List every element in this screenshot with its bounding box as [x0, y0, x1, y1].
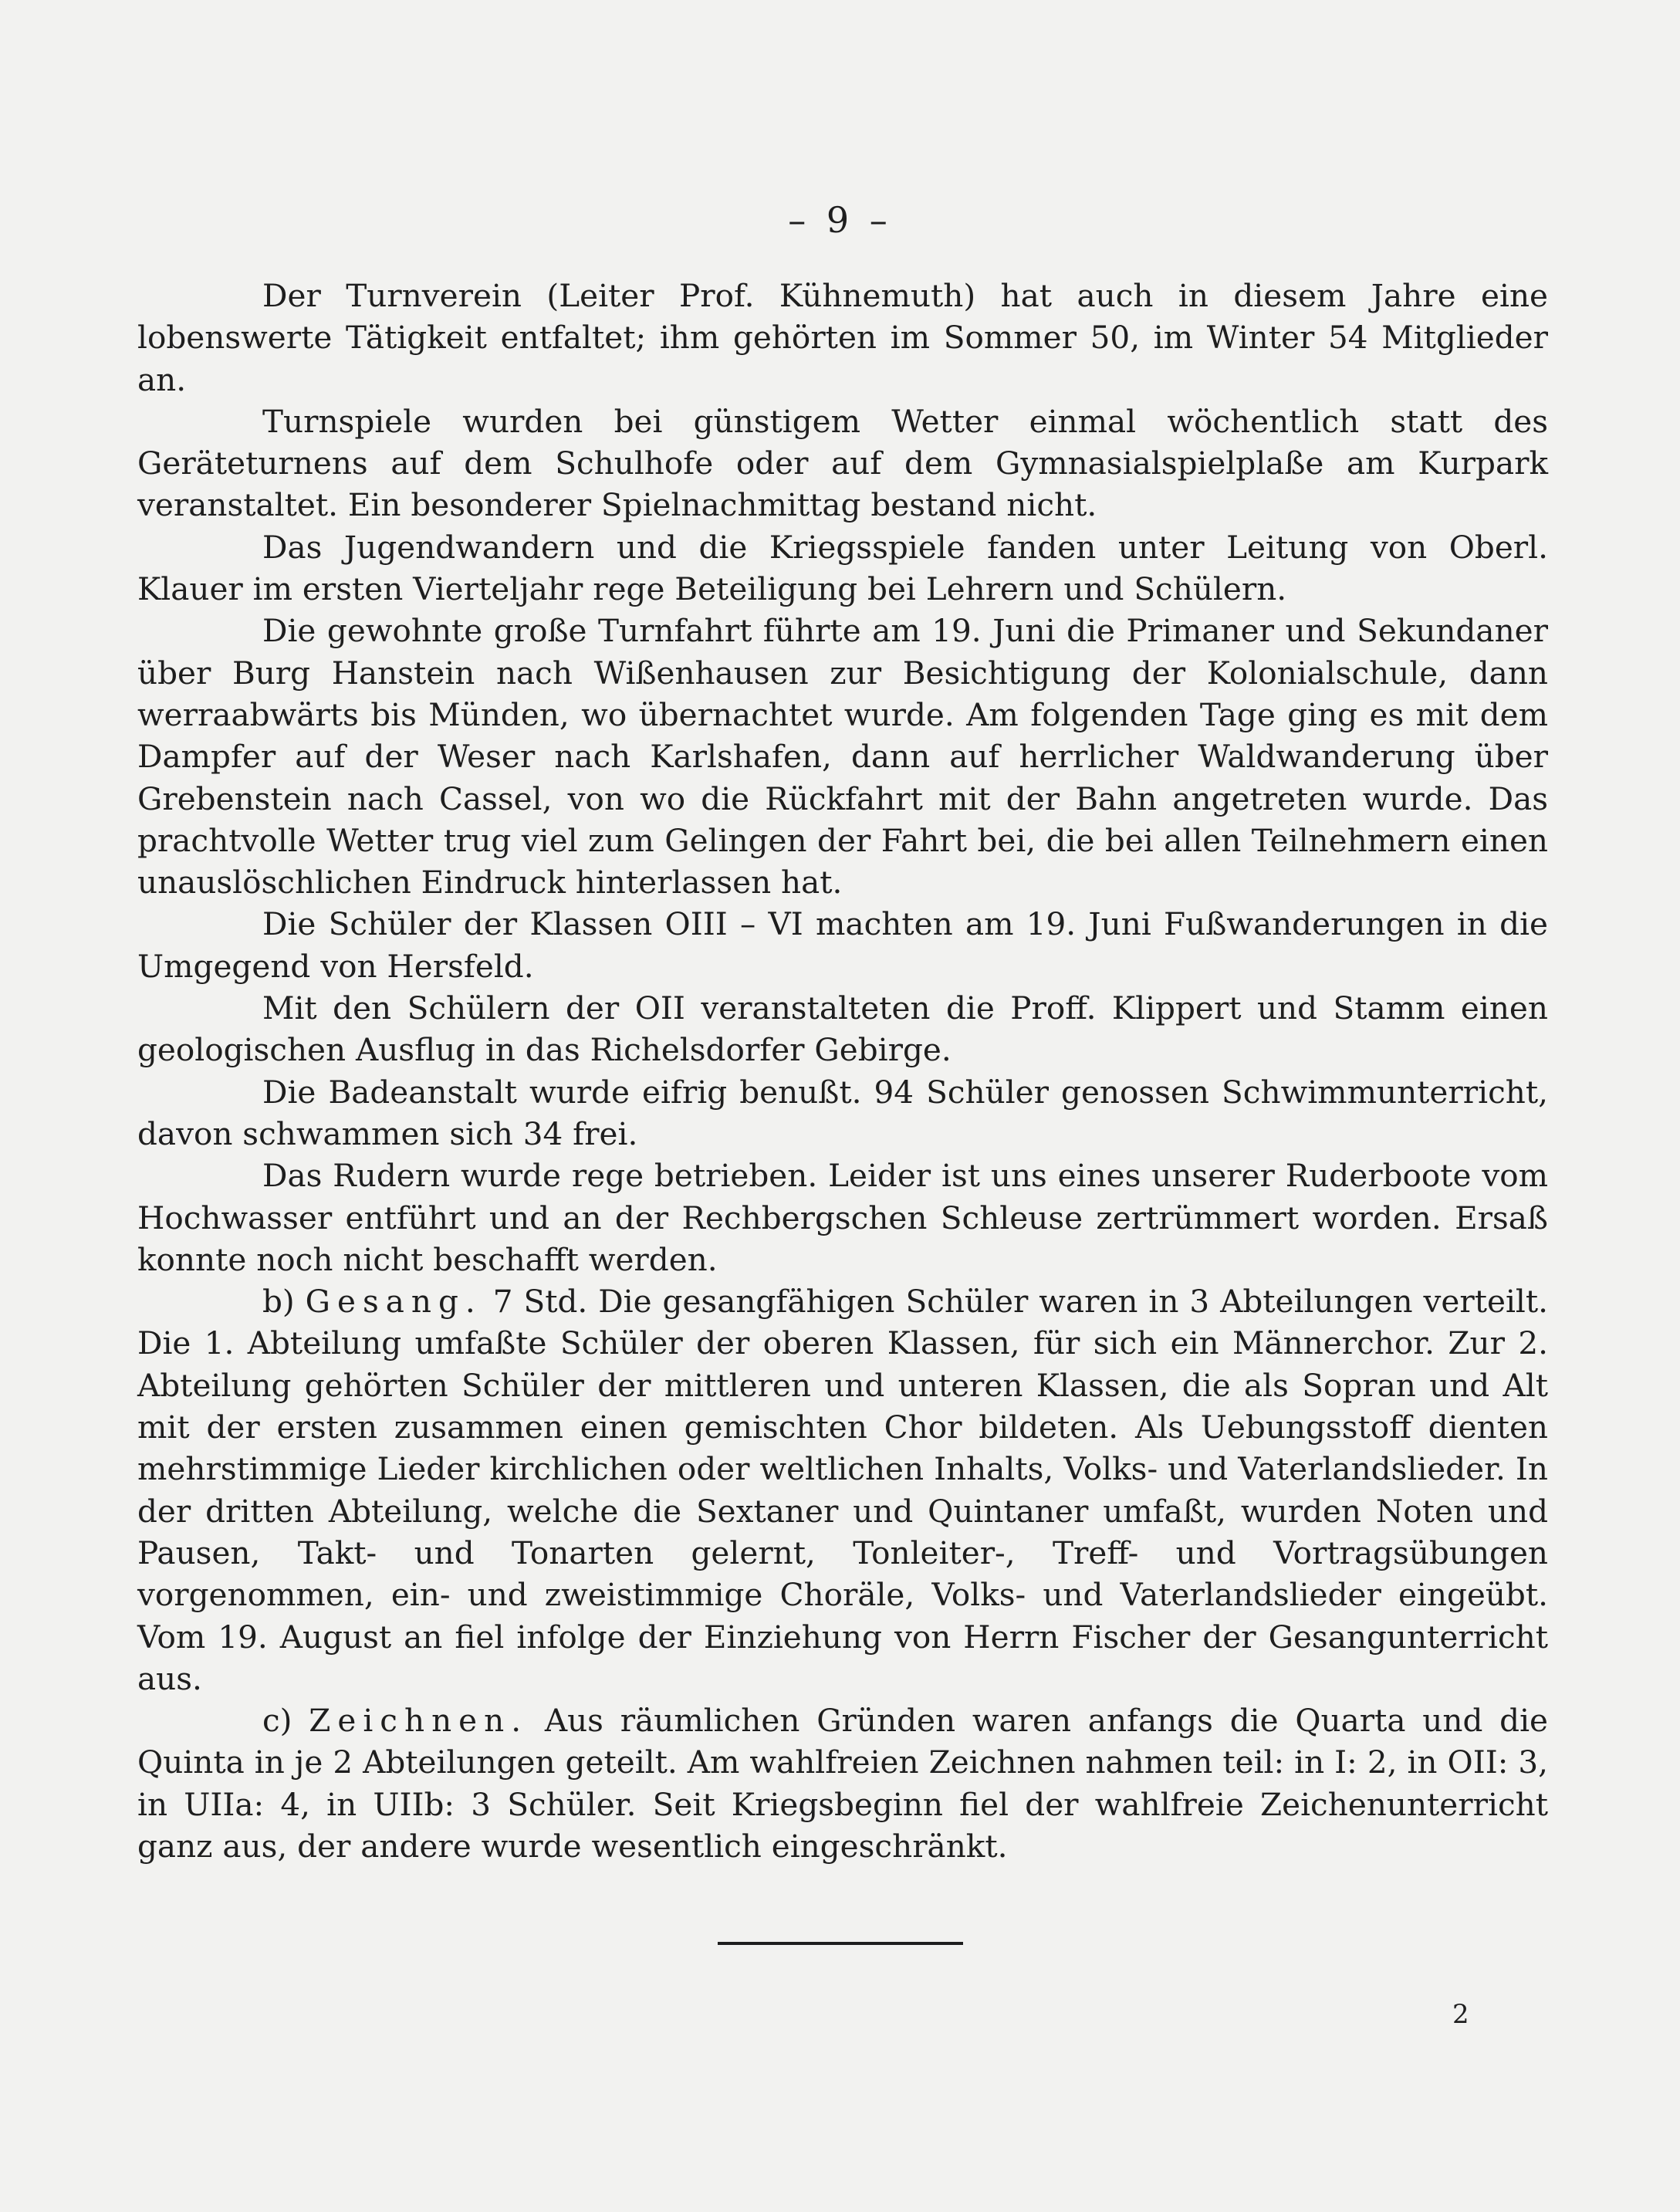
- body-text: [137, 275, 1548, 1867]
- section-heading-zeichnen: Zeichnen.: [309, 1702, 529, 1740]
- paragraph-jugendwandern: Das Jugendwandern und die Kriegsspiele fanden unter Leitung von Oberl. Klauer im ersten Vierteljahr rege Beteiligung bei Lehrern und Schülern.: [137, 528, 1548, 608]
- paragraph-zeichnen: [137, 1700, 1548, 1867]
- paragraph-rudern: Das Rudern wurde rege betrieben. Leider ist uns eines unserer Ruderboote vom Hochwasser entführt und an der Rechbergschen Schleuse zertrümmert worden. Ersaß konnte noch nicht beschafft werden.: [137, 1157, 1548, 1278]
- sheet-number: 2: [1452, 1999, 1469, 2030]
- section-text-gesang: 7 Std. Die gesangfähigen Schüler waren in 3 Abteilungen verteilt. Die 1. Abteilung umfaßte Schüler der oberen Klassen, für sich ein Männerchor. Zur 2. Abteilung gehörten Schüler der mittleren und unteren Klassen, die als Sopran und Alt mit der ersten zusammen einen gemischten Chor bildeten. Als Uebungsstoff dienten mehrstimmige Lieder kirchlichen oder weltlichen Inhalts, Volks- und Vaterlandslieder. In der dritten Abteilung, welche die Sextaner und Quintaner umfaßt, wurden Noten und Pausen, Takt- und Tonarten gelernt, Tonleiter-, Treff- und Vortragsübungen vorgenommen, ein- und zweistimmige Choräle, Volks- und Vaterlandslieder eingeübt. Vom 19. August an fiel infolge der Einziehung von Herrn Fischer der Gesangunterricht aus.: [137, 1283, 1548, 1697]
- paragraph-turnspiele: Turnspiele wurden bei günstigem Wetter einmal wöchentlich statt des Geräteturnens auf dem Schulhofe oder auf dem Gymnasialspielplaße am Kurpark veranstaltet. Ein besonderer Spielnachmittag bestand nicht.: [137, 402, 1548, 524]
- paragraph-fusswanderungen: Die Schüler der Klassen OIII – VI machten am 19. Juni Fußwanderungen in die Umgegend von Hersfeld.: [137, 905, 1548, 985]
- page-number: – 9 –: [788, 199, 892, 241]
- paragraph-geologischer-ausflug: Mit den Schülern der OII veranstalteten die Proff. Klippert und Stamm einen geologischen Ausflug in das Richelsdorfer Gebirge.: [137, 989, 1548, 1069]
- paragraph-badeanstalt: Die Badeanstalt wurde eifrig benußt. 94 Schüler genossen Schwimmunterricht, davon schwammen sich 34 frei.: [137, 1073, 1548, 1152]
- paragraph-turnfahrt: Die gewohnte große Turnfahrt führte am 19. Juni die Primaner und Sekundaner über Burg Hanstein nach Wißenhausen zur Besichtigung der Kolonialschule, dann werraabwärts bis Münden, wo übernachtet wurde. Am folgenden Tage ging es mit dem Dampfer auf der Weser nach Karlshafen, dann auf herrlicher Waldwanderung über Grebenstein nach Cassel, von wo die Rückfahrt mit der Bahn angetreten wurde. Das prachtvolle Wetter trug viel zum Gelingen der Fahrt bei, die bei allen Teilnehmern einen unauslöschlichen Eindruck hinterlassen hat.: [137, 612, 1548, 901]
- paragraph-turnverein: Der Turnverein (Leiter Prof. Kühnemuth) hat auch in diesem Jahre eine lobenswerte Tätigkeit entfaltet; ihm gehörten im Sommer 50, im Winter 54 Mitglieder an.: [137, 277, 1548, 398]
- end-divider-line: [718, 1942, 963, 1945]
- section-prefix-b: b): [262, 1283, 306, 1321]
- section-text-zeichnen: Aus räumlichen Gründen waren anfangs die Quarta und die Quinta in je 2 Abteilungen geteilt. Am wahlfreien Zeichnen nahmen teil: in I: 2, in OII: 3, in UIIa: 4, in UIIb: 3 Schüler. Seit Kriegsbeginn fiel der wahlfreie Zeichenunterricht ganz aus, der andere wurde wesentlich eingeschränkt.: [137, 1702, 1549, 1865]
- section-prefix-c: c): [262, 1702, 309, 1740]
- paragraph-gesang: [137, 1280, 1548, 1700]
- section-heading-gesang: Gesang.: [305, 1283, 482, 1321]
